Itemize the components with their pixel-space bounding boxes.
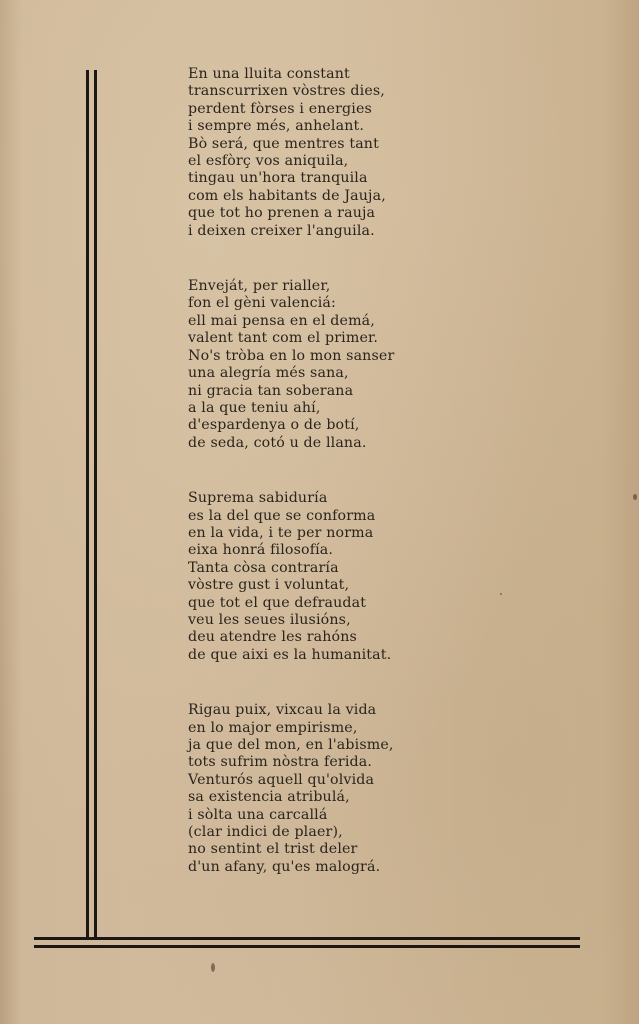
poem-line: No's tròba en lo mon sanser [188, 347, 395, 364]
paper-speck [500, 593, 502, 595]
stanza-2 [188, 278, 448, 452]
poem-line: ell mai pensa en el demá, [188, 312, 375, 329]
poem-line: valent tant com el primer. [188, 330, 379, 347]
poem-line: ja que del mon, en l'abisme, [188, 737, 394, 753]
poem-line: en la vida, i te per norma [188, 524, 374, 541]
poem-line: que tot el que defraudat [188, 594, 367, 611]
poem-line: fon el gèni valenciá: [188, 295, 336, 312]
poem-line: que tot ho prenen a rauja [188, 205, 376, 222]
poem-line: eixa honrá filosofía. [188, 542, 334, 559]
poem-line: deu atendre les rahóns [188, 629, 357, 646]
poem-line: d'espardenya o de botí, [188, 417, 360, 434]
poem-line: Suprema sabiduría [188, 490, 328, 507]
poem-line: vòstre gust i voluntat, [188, 577, 350, 594]
poem-line: tots sufrim nòstra ferida. [188, 754, 373, 771]
poem-line: tingau un'hora tranquila [188, 170, 368, 187]
poem-line: d'un afany, qu'es malográ. [188, 858, 381, 875]
horizontal-rule-upper [34, 937, 580, 940]
poem [188, 66, 448, 876]
poem-line: de seda, cotó u de llana. [188, 434, 367, 451]
stanza-3 [188, 490, 448, 664]
poem-line: Enveját, per rialler, [188, 278, 331, 295]
poem-line: Venturós aquell qu'olvida [188, 771, 375, 788]
paper-speck [211, 963, 215, 972]
poem-line: sa existencia atribulá, [188, 789, 350, 806]
stanza-4 [188, 702, 448, 876]
stanza-1 [188, 66, 448, 240]
poem-line: i sempre més, anhelant. [188, 118, 365, 135]
poem-line: i deixen creixer l'anguila. [188, 222, 375, 239]
poem-line: com els habitants de Jauja, [188, 187, 386, 204]
vertical-rule-outer [86, 70, 89, 938]
poem-line: ni gracia tan soberana [188, 382, 354, 399]
poem-line: transcurrixen vòstres dies, [188, 83, 385, 100]
horizontal-rule-lower [34, 945, 580, 948]
poem-line: el esfòrç vos aniquila, [188, 153, 349, 170]
poem-line: Tanta còsa contraría [188, 559, 339, 576]
poem-line: En una lluita constant [188, 66, 350, 82]
poem-line: una alegría més sana, [188, 365, 349, 382]
poem-line: perdent fòrses i energies [188, 100, 372, 117]
poem-line: Rigau puix, vixcau la vida [188, 702, 377, 719]
poem-line: Bò será, que mentres tant [188, 135, 379, 152]
poem-line: de que aixi es la humanitat. [188, 646, 392, 663]
poem-line: en lo major empirisme, [188, 719, 358, 736]
vertical-rule-inner [94, 70, 97, 938]
poem-line: a la que teniu ahí, [188, 399, 321, 416]
poem-line: i sòlta una carcallá [188, 806, 328, 823]
poem-line: no sentint el trist deler [188, 841, 358, 858]
poem-line: veu les seues ilusións, [188, 611, 351, 628]
paper-speck [633, 494, 637, 500]
poem-line: (clar indici de plaer), [188, 824, 343, 841]
poem-line: es la del que se conforma [188, 507, 376, 524]
